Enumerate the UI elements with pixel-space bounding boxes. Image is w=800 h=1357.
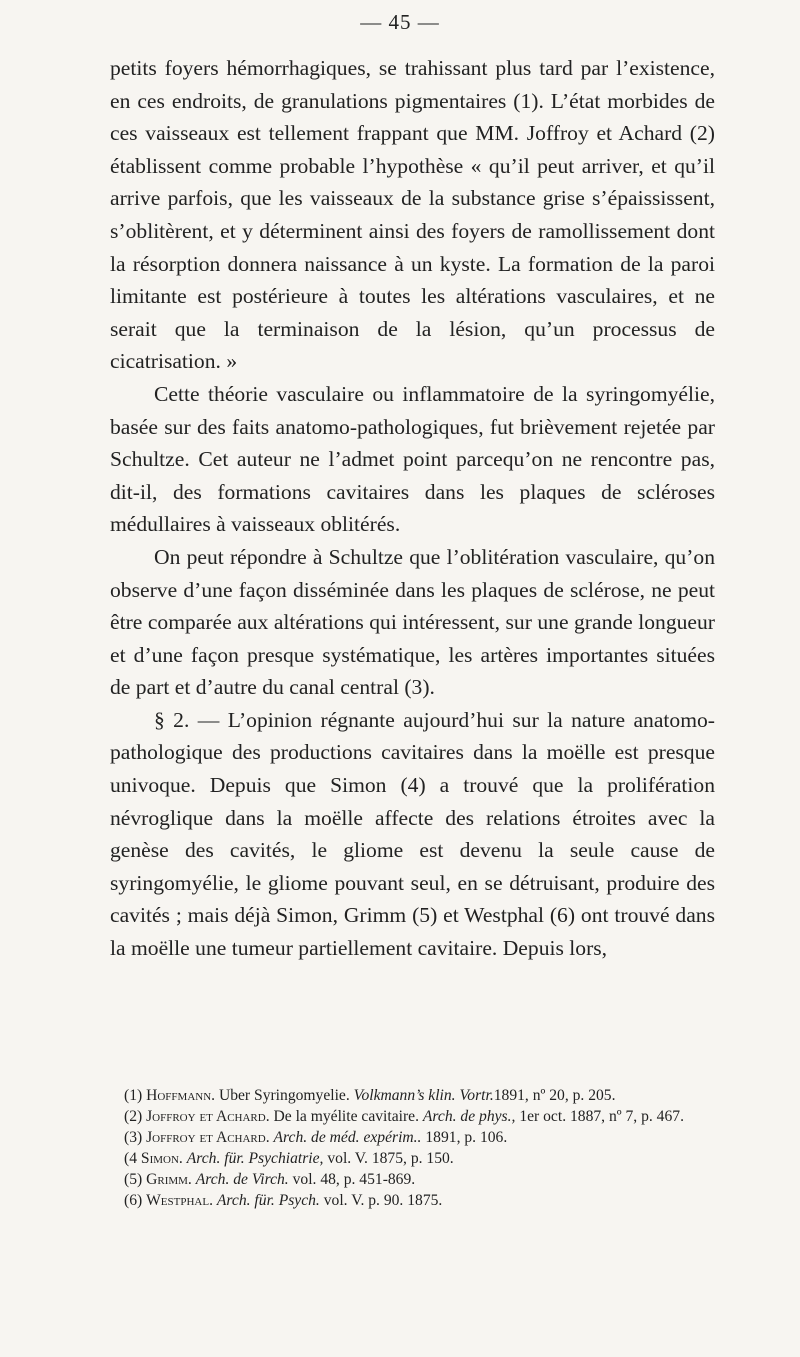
- paragraph-2: Cette théorie vasculaire ou inflammatoire de la syringomyélie, basée sur des faits anatomo-pathologiques, fut brièvement rejetée par Schultze. Cet auteur ne l’admet point parcequ’on ne rencontre pas, dit-il, des formations cavitaires dans les plaques de scléroses médullaires à vaisseaux oblitérés.: [110, 381, 715, 537]
- footnote-mark: (1): [124, 1087, 143, 1104]
- footnote-title: Uber Syringomyelie.: [218, 1087, 350, 1104]
- footnote-journal: Arch. für. Psych.: [216, 1192, 320, 1209]
- footnote-details: vol. 48, p. 451-869.: [292, 1171, 416, 1188]
- footnotes: [110, 1086, 715, 1212]
- paragraph-3: On peut répondre à Schultze que l’oblitération vasculaire, qu’on observe d’une façon disséminée dans les plaques de sclérose, ne peut être comparée aux altérations qui intéressent, sur une grande longueur et d’une façon presque systématique, les artères importantes situées de part et d’autre du canal central (3).: [110, 544, 715, 700]
- footnote-3: [110, 1128, 715, 1148]
- footnote-journal: Arch. de Virch.: [195, 1171, 289, 1188]
- footnote-details: 1er oct. 1887, nº 7, p. 467.: [519, 1108, 684, 1125]
- footnote-journal: Volkmann’s klin. Vortr.: [353, 1087, 494, 1104]
- paragraph-4: § 2. — L’opinion régnante aujourd’hui sur la nature anatomo-pathologique des productions cavitaires dans la moëlle est presque univoque. Depuis que Simon (4) a trouvé que la prolifération névroglique dans la moëlle affecte des relations étroites avec la genèse des cavités, le gliome est devenu la seule cause de syringomyélie, le gliome pouvant seul, en se détruisant, produire des cavités ; mais déjà Simon, Grimm (5) et Westphal (6) ont trouvé dans la moëlle une tumeur partiellement cavitaire. Depuis lors,: [110, 707, 715, 961]
- paragraph-1: petits foyers hémorrhagiques, se trahissant plus tard par l’existence, en ces endroits, de granulations pigmentaires (1). L’état morbides de ces vaisseaux est tellement frappant que MM. Joffroy et Achard (2) établissent comme probable l’hypothèse « qu’il peut arriver, et qu’il arrive parfois, que les vaisseaux de la substance grise s’épaississent, s’oblitèrent, et y déterminent ainsi des foyers de ramollissement dont la résorption donnera naissance à un kyste. La formation de la paroi limitante est postérieure à toutes les altérations vasculaires, et ne serait que la terminaison de la lésion, qu’un processus de cicatrisation. »: [110, 56, 715, 374]
- body-text: [110, 52, 715, 965]
- footnote-details: vol. V. 1875, p. 150.: [327, 1150, 454, 1167]
- footnote-author: Joffroy et Achard.: [146, 1129, 270, 1146]
- footnote-journal: Arch. de phys.,: [422, 1108, 516, 1125]
- page-number: — 45 —: [360, 10, 440, 34]
- footnote-mark: (2): [124, 1108, 143, 1125]
- footnote-details: vol. V. p. 90. 1875.: [323, 1192, 443, 1209]
- footnote-1: [110, 1086, 715, 1106]
- footnote-details: 1891, p. 106.: [425, 1129, 508, 1146]
- footnote-author: Westphal.: [146, 1192, 213, 1209]
- footnote-author: Grimm.: [146, 1171, 192, 1188]
- footnote-journal: Arch. de méd. expérim..: [273, 1129, 422, 1146]
- footnote-journal: Arch. für. Psychiatrie,: [186, 1150, 324, 1167]
- footnote-2: [110, 1107, 715, 1127]
- footnote-mark: (6): [124, 1192, 143, 1209]
- footnote-details: 1891, nº 20, p. 205.: [493, 1087, 616, 1104]
- footnote-author: Hoffmann.: [146, 1087, 216, 1104]
- footnote-author: Simon.: [140, 1150, 183, 1167]
- footnote-title: De la myélite cavitaire.: [273, 1108, 419, 1125]
- footnote-5: [110, 1170, 715, 1190]
- footnote-4: [110, 1149, 715, 1169]
- footnote-6: [110, 1191, 715, 1211]
- footnote-mark: (3): [124, 1129, 143, 1146]
- footnote-mark: (4: [124, 1150, 137, 1167]
- footnote-author: Joffroy et Achard.: [146, 1108, 270, 1125]
- footnote-mark: (5): [124, 1171, 143, 1188]
